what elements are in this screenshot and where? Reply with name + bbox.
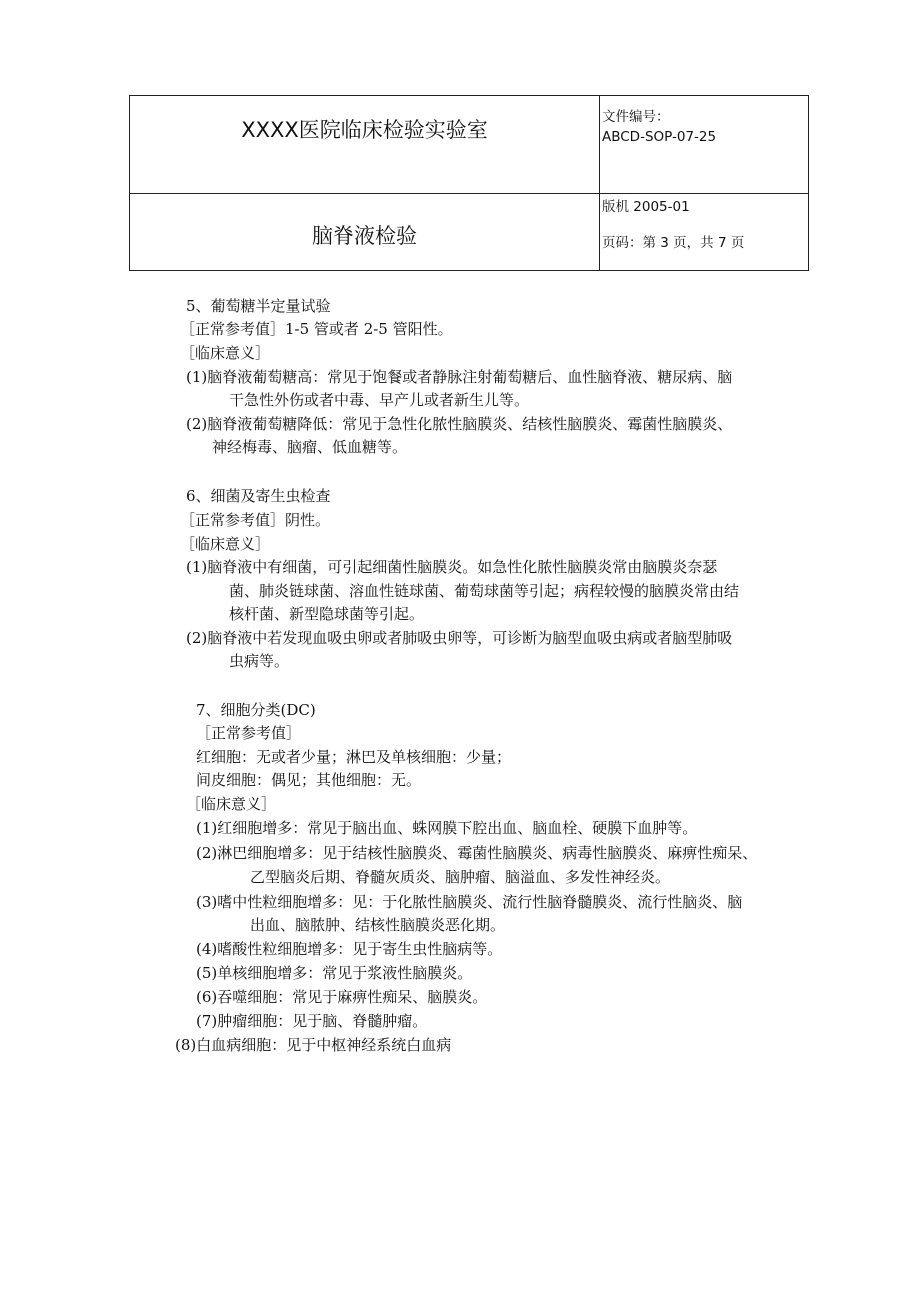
page-info: 页码：第 3 页，共 7 页 [602,235,745,251]
section6-item1-line1: (1)脑脊液中有细菌，可引起细菌性脑膜炎。如急性化脓性脑膜炎常由脑膜炎奈瑟 [186,558,718,576]
section7-item4: (4)嗜酸性粒细胞增多：见于寄生虫性脑病等。 [196,940,503,958]
section5-item1-line2: 干急性外伤或者中毒、早产儿或者新生儿等。 [229,391,530,409]
section7-reference: ［正常参考值］ [196,724,302,742]
section7-item5: (5)单核细胞增多：常见于浆液性脑膜炎。 [196,964,473,982]
section6-item2-line1: (2)脑脊液中若发现血吸虫卵或者肺吸虫卵等，可诊断为脑型血吸虫病或者脑型肺吸 [186,629,733,647]
section7-reference-line1: 红细胞：无或者少量；淋巴及单核细胞：少量； [196,748,512,766]
section7-item2-line1: (2)淋巴细胞增多：见于结核性脑膜炎、霉菌性脑膜炎、病毒性脑膜炎、麻痹性痴呆、 [196,844,758,862]
section6-item1-line2: 菌、肺炎链球菌、溶血性链球菌、葡萄球菌等引起；病程较慢的脑膜炎常由结 [229,582,740,600]
section5-reference: ［正常参考值］1-5 管或者 2-5 管阳性。 [180,320,453,338]
section6-heading: 6、细菌及寄生虫检查 [186,487,331,505]
section7-heading: 7、细胞分类(DC) [196,701,316,719]
section5-item1-line1: (1)脑脊液葡萄糖高：常见于饱餐或者静脉注射葡萄糖后、血性脑脊液、糖尿病、脑 [186,368,733,386]
section6-reference: ［正常参考值］阴性。 [180,511,331,529]
section7-item1: (1)红细胞增多：常见于脑出血、蛛网膜下腔出血、脑血栓、硬膜下血肿等。 [196,819,698,837]
section5-item2-line2: 神经梅毒、脑瘤、低血糖等。 [212,438,408,456]
file-number-label: 文件编号： [602,109,670,125]
section7-item3-line2: 出血、脑脓肿、结核性脑膜炎恶化期。 [250,916,506,934]
section6-clinical-label: ［临床意义］ [180,535,271,553]
section7-item8: (8)白血病细胞：见于中枢神经系统白血病 [175,1036,452,1054]
section7-clinical-label: ［临床意义］ [186,795,277,813]
section5-item2-line1: (2)脑脊液葡萄糖降低：常见于急性化脓性脑膜炎、结核性脑膜炎、霉菌性脑膜炎、 [186,415,733,433]
org-title: XXXX医院临床检验实验室 [241,118,488,142]
section7-item2-line2: 乙型脑炎后期、脊髓灰质炎、脑肿瘤、脑溢血、多发性神经炎。 [250,868,671,886]
section7-item7: (7)肿瘤细胞：见于脑、脊髓肿瘤。 [196,1012,428,1030]
section5-heading: 5、葡萄糖半定量试验 [186,297,331,315]
section7-item3-line1: (3)嗜中性粒细胞增多：见：于化脓性脑膜炎、流行性脑脊髓膜炎、流行性脑炎、脑 [196,893,743,911]
section6-item1-line3: 核杆菌、新型隐球菌等引起。 [229,605,425,623]
section6-item2-line2: 虫病等。 [229,652,290,670]
section7-reference-line2: 间皮细胞：偶见；其他细胞：无。 [196,771,422,789]
doc-title: 脑脊液检验 [312,224,417,248]
version-label: 版机 2005-01 [602,199,690,215]
section7-item6: (6)吞噬细胞：常见于麻痹性痴呆、脑膜炎。 [196,988,488,1006]
section5-clinical-label: ［临床意义］ [180,344,271,362]
file-number: ABCD-SOP-07-25 [602,129,717,145]
